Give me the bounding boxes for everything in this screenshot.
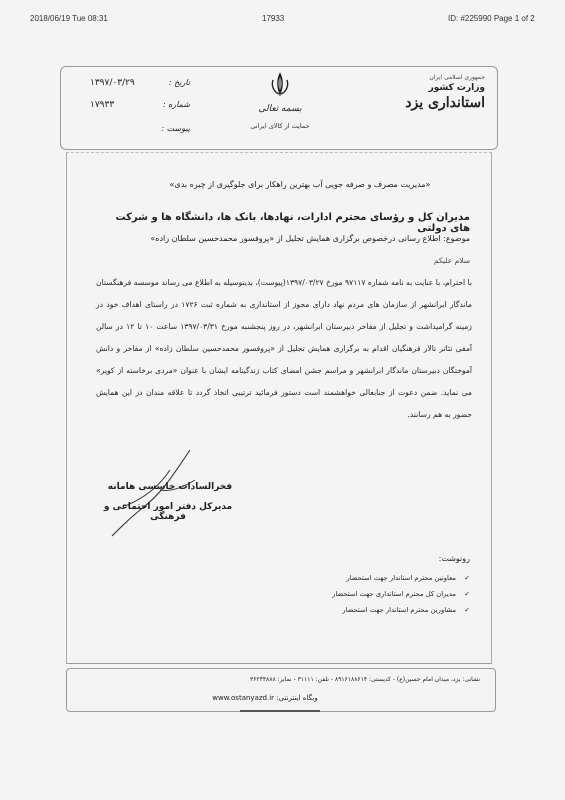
attachment-label: پیوست : xyxy=(161,124,190,133)
date-label: تاریخ : xyxy=(168,78,190,87)
number-value: ۱۷۹۳۳ xyxy=(90,100,115,110)
office-name: استانداری یزد xyxy=(405,95,485,111)
number-label: شماره : xyxy=(162,100,190,109)
date-value: ۱۳۹۷/۰۳/۲۹ xyxy=(90,78,135,88)
letter-body: با احترام، با عنایت به نامه شماره ۹۷۱۱۷ مورخ ۱۳۹۷/۰۳/۲۷(پیوست)، بدینوسیله به اطلاع می رساند موسسه فرهنگستان ماندگار ابرانشهر از سازمان های مردم نهاد دارای مجوز از استانداری به شماره ثبت ۱۷۲۶ در راستای اهداف خود در زمینه گرامیداشت و تجلیل از مفاخر دبیرستان ابرانشهر، در روز پنجشنبه مورخ ۱۳۹۷/۰۳/۳۱ ساعت ۱۰ تا ۱۲ در سالن آمفی تئاتر تالار فرهنگیان اقدام به برگزاری همایش تجلیل از «پروفسور محمدحسین سلطان زاده» از مفاخر و دانش آموختگان دبیرستان ماندگار ابرانشهر و مراسم جشن امضای کتاب زندگینامه ایشان با عنوان «مردی برخاسته از کویر» می نماید. ضمن دعوت از جنابعالی خواهشمند است دستور فرمائید ترتیبی اتخاذ گردد تا علاقه مندان در این همایش حضور به هم رسانند. xyxy=(96,278,473,419)
letterhead-issuer xyxy=(375,74,485,111)
fax-document-number: 17933 xyxy=(262,14,285,23)
motto: حمایت از کالای ایرانی xyxy=(250,122,310,130)
signatory-name: فخرالسادات خاسسی هامانه xyxy=(107,482,233,492)
basmala: بسمه تعالی xyxy=(258,104,302,114)
footer-frame xyxy=(66,668,496,712)
fax-timestamp: 2018/06/19 Tue 08:31 xyxy=(30,14,108,23)
bullet-icon: ✓ xyxy=(464,590,470,598)
bullet-icon: ✓ xyxy=(464,606,470,614)
signatory-title: مدیرکل دفتر امور اجتماعی و فرهنگی xyxy=(103,502,233,522)
greeting: سلام علیکم xyxy=(433,256,470,265)
bottom-bar xyxy=(240,710,320,712)
fax-page-info: ID: #225990 Page 1 of 2 xyxy=(448,14,535,23)
cc-list xyxy=(250,570,470,618)
cc-heading: رونوشت: xyxy=(438,554,470,563)
list-item: ✓ مشاورین محترم استاندار جهت استحضار xyxy=(250,602,470,618)
republic-name: جمهوری اسلامی ایران xyxy=(429,74,485,81)
footer-address: نشانی: یزد، میدان امام حسین(ع) - کدپستی: ۸۹۱۶۱۸۸۶۱۴ - تلفن: ۳۱۱۱۱ - نمابر: ۳۶۲۴۴۸۸۸ xyxy=(249,676,480,683)
attachment-field xyxy=(90,124,190,133)
recipients: مدیران کل و رؤسای محترم ادارات، نهادها، بانک ها، دانشگاه ها و شرکت های دولتی xyxy=(115,212,470,234)
list-item: ✓ مدیران کل محترم استانداری جهت استحضار xyxy=(250,586,470,602)
slogan: «مدیریت مصرف و صرفه جویی آب بهترین راهکار برای جلوگیری از چیره بدی» xyxy=(169,180,431,189)
subject-line: موضوع: اطلاع رسانی درخصوص برگزاری همایش تجلیل از «پروفسور محمدحسین سلطان زاده» xyxy=(150,234,470,243)
footer-website[interactable]: www.ostanyazd.ir :وبگاه اینترنتی xyxy=(212,694,318,702)
list-item: ✓ معاونین محترم استاندار جهت استحضار xyxy=(250,570,470,586)
number-field xyxy=(90,100,190,109)
bullet-icon: ✓ xyxy=(464,574,470,582)
ministry-name: وزارت کشور xyxy=(428,83,485,93)
date-field xyxy=(90,78,190,87)
iran-emblem-icon xyxy=(260,72,300,98)
